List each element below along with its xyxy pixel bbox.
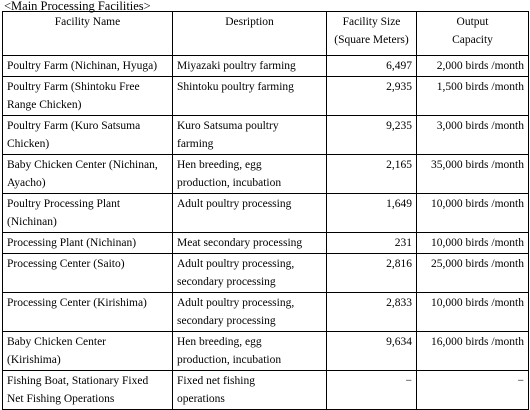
output-capacity-cell: 35,000 birds /month — [417, 155, 529, 194]
output-capacity-cell: 10,000 birds /month — [417, 233, 529, 254]
output-capacity-cell: 3,000 birds /month — [417, 116, 529, 155]
table-row — [3, 77, 529, 116]
output-capacity-cell: 25,000 birds /month — [417, 254, 529, 293]
output-capacity-cell: 1,500 birds /month — [417, 77, 529, 116]
facility-size-cell: − — [327, 371, 417, 410]
table-row — [3, 332, 529, 371]
facility-name-cell: Fishing Boat, Stationary Fixed Net Fishing Operations — [3, 371, 173, 410]
header-facility-name: Facility Name — [3, 12, 173, 56]
output-capacity-cell: 10,000 birds /month — [417, 194, 529, 233]
header-facility-size: Facility Size (Square Meters) — [327, 12, 417, 56]
table-row — [3, 194, 529, 233]
facilities-table — [2, 11, 529, 410]
facility-size-cell: 9,634 — [327, 332, 417, 371]
facility-name-cell: Poultry Farm (Kuro Satsuma Chicken) — [3, 116, 173, 155]
output-capacity-cell: 16,000 birds /month — [417, 332, 529, 371]
facility-size-cell: 9,235 — [327, 116, 417, 155]
output-capacity-cell: 10,000 birds /month — [417, 293, 529, 332]
description-cell: Hen breeding, egg production, incubation — [173, 155, 327, 194]
table-row — [3, 293, 529, 332]
facility-size-cell: 2,935 — [327, 77, 417, 116]
table-row — [3, 56, 529, 77]
output-capacity-cell: 2,000 birds /month — [417, 56, 529, 77]
header-row — [3, 12, 529, 56]
description-cell: Hen breeding, egg production, incubation — [173, 332, 327, 371]
facility-name-cell: Poultry Farm (Nichinan, Hyuga) — [3, 56, 173, 77]
facility-size-cell: 1,649 — [327, 194, 417, 233]
header-description: Desription — [173, 12, 327, 56]
header-output-capacity: Output Capacity — [417, 12, 529, 56]
facility-name-cell: Processing Center (Kirishima) — [3, 293, 173, 332]
table-row — [3, 155, 529, 194]
facility-name-cell: Processing Plant (Nichinan) — [3, 233, 173, 254]
table-row — [3, 116, 529, 155]
table-caption: <Main Processing Facilities> — [4, 0, 151, 13]
description-cell: Fixed net fishing operations — [173, 371, 327, 410]
description-cell: Shintoku poultry farming — [173, 77, 327, 116]
facility-name-cell: Baby Chicken Center (Kirishima) — [3, 332, 173, 371]
table-row — [3, 233, 529, 254]
facility-name-cell: Baby Chicken Center (Nichinan, Ayacho) — [3, 155, 173, 194]
facility-size-cell: 6,497 — [327, 56, 417, 77]
facility-size-cell: 231 — [327, 233, 417, 254]
facility-name-cell: Poultry Farm (Shintoku Free Range Chicken) — [3, 77, 173, 116]
facility-size-cell: 2,165 — [327, 155, 417, 194]
description-cell: Kuro Satsuma poultry farming — [173, 116, 327, 155]
facility-name-cell: Poultry Processing Plant (Nichinan) — [3, 194, 173, 233]
output-capacity-cell: − — [417, 371, 529, 410]
facility-size-cell: 2,833 — [327, 293, 417, 332]
description-cell: Meat secondary processing — [173, 233, 327, 254]
table-row — [3, 254, 529, 293]
facility-name-cell: Processing Center (Saito) — [3, 254, 173, 293]
facility-size-cell: 2,816 — [327, 254, 417, 293]
description-cell: Adult poultry processing, secondary processing — [173, 254, 327, 293]
description-cell: Adult poultry processing — [173, 194, 327, 233]
description-cell: Adult poultry processing, secondary processing — [173, 293, 327, 332]
description-cell: Miyazaki poultry farming — [173, 56, 327, 77]
